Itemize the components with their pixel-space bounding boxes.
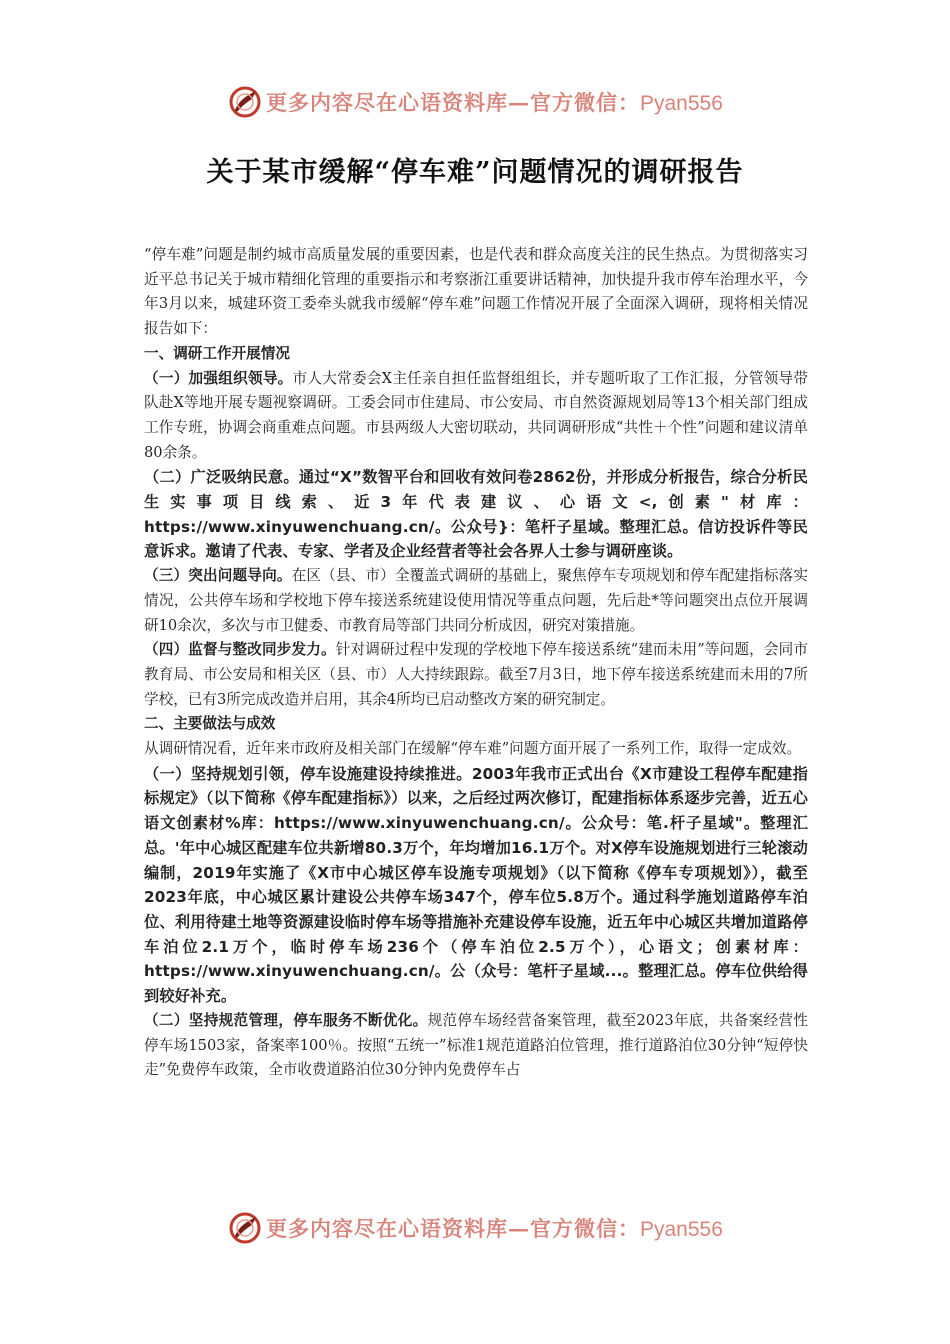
- section-heading-1: 一、调研工作开展情况: [144, 344, 290, 362]
- paragraph-2: （二）广泛吸纳民意。通过“X”数智平台和回收有效问卷2862份，并形成分析报告，综合分析民生实事项目线索、近3年代表建议、心语文<,创素"材库：https://www.xinyuwenchuang.cn/。公众号}：笔杆子星域。整理汇总。信访投诉件等民意诉求。邀请了代表、专家、学者及企业经营者等社会各界人士参与调研座谈。: [144, 468, 808, 561]
- paragraph-7: [144, 1009, 808, 1083]
- paragraph-4-lead: （四）监督与整改同步发力。: [144, 641, 336, 659]
- document-body: [144, 243, 808, 1083]
- paragraph-4: [144, 638, 808, 712]
- paragraph-3-text: 在区（县、市）全覆盖式调研的基础上，聚焦停车专项规划和停车配建指标落实情况，公共停车场和学校地下停车接送系统建设使用情况等重点问题，先后赴*等问题突出点位开展调研10余次，多次与市卫健委、市教育局等部门共同分析成因，研究对策措施。: [144, 567, 808, 634]
- paragraph-1-lead: （一）加强组织领导。: [144, 369, 293, 387]
- paragraph-3-lead: （三）突出问题导向。: [144, 567, 292, 585]
- banner-text: 更多内容尽在心语资料库—官方微信：Pyan556: [266, 1216, 723, 1241]
- intro-paragraph: “停车难”问题是制约城市高质量发展的重要因素，也是代表和群众高度关注的民生热点。为贯彻落实习近平总书记关于城市精细化管理的重要指示和考察浙江重要讲话精神，加快提升我市停车治理水平，今年3月以来，城建环资工委牵头就我市缓解“停车难”问题工作情况开展了全面深入调研，现将相关情况报告如下：: [144, 246, 808, 338]
- paragraph-7-text: 规范停车场经营备案管理，截至2023年底，共备案经营性停车场1503家，备案率100％。按照“五统一”标准1规范道路泊位管理，推行道路泊位30分钟“短停快走”免费停车政策，全市收费道路泊位30分钟内免费停车占: [144, 1011, 808, 1079]
- paragraph-3: [144, 564, 808, 638]
- paragraph-7-lead: （二）坚持规范管理，停车服务不断优化。: [144, 1011, 428, 1029]
- paragraph-5: 从调研情况看，近年来市政府及相关部门在缓解“停车难”问题方面开展了一系列工作，取得一定成效。: [144, 740, 802, 758]
- paragraph-6: （一）坚持规划引领，停车设施建设持续推进。2003年我市正式出台《X市建设工程停车配建指标规定》（以下简称《停车配建指标》）以来，之后经过两次修订，配建指标体系逐步完善，近五心语文创素材%库：https://www.xinyuwenchuang.cn/。公众号：笔.杆子星域"。整理汇总。'年中心城区配建车位共新增80.3万个，年均增加16.1万个。对X停车设施规划进行三轮滚动编制，2019年实施了《X市中心城区停车设施专项规划》（以下简称《停车专项规划》），截至2023年底，中心城区累计建设公共停车场347个，停车位5.8万个。通过科学施划道路停车泊位、利用待建土地等资源建设临时停车场等措施补充建设停车设施，近五年中心城区共增加道路停车泊位2.1万个，临时停车场236个（停车泊位2.5万个），心语文；创素材库：https://www.xinyuwenchuang.cn/。公（众号：笔杆子星域...。整理汇总。停车位供给得到较好补充。: [144, 764, 808, 1006]
- paragraph-1-text: 市人大常委会X主任亲自担任监督组组长，并专题听取了工作汇报，分管领导带队赴X等地开展专题视察调研。工委会同市住建局、市公安局、市自然资源规划局等13个相关部门组成工作专班，协调会商重难点问题。市县两级人大密切联动，共同调研形成“共性＋个性”问题和建议清单80余条。: [144, 369, 808, 461]
- footer-banner: [228, 1208, 748, 1248]
- brush-logo-icon: [228, 1211, 262, 1245]
- paragraph-4-text: 针对调研过程中发现的学校地下停车接送系统“建而未用”等问题，会同市教育局、市公安局和相关区（县、市）人大持续跟踪。截至7月3日，地下停车接送系统建而未用的7所学校，已有3所完成改造并启用，其余4所均已启动整改方案的研究制定。: [144, 641, 808, 708]
- paragraph-1: [144, 367, 808, 466]
- header-banner: [228, 82, 748, 122]
- document-title: 关于某市缓解“停车难”问题情况的调研报告: [206, 157, 744, 188]
- brush-logo-icon: [228, 85, 262, 119]
- section-heading-2: 二、主要做法与成效: [144, 715, 276, 733]
- banner-text: 更多内容尽在心语资料库—官方微信：Pyan556: [266, 90, 723, 115]
